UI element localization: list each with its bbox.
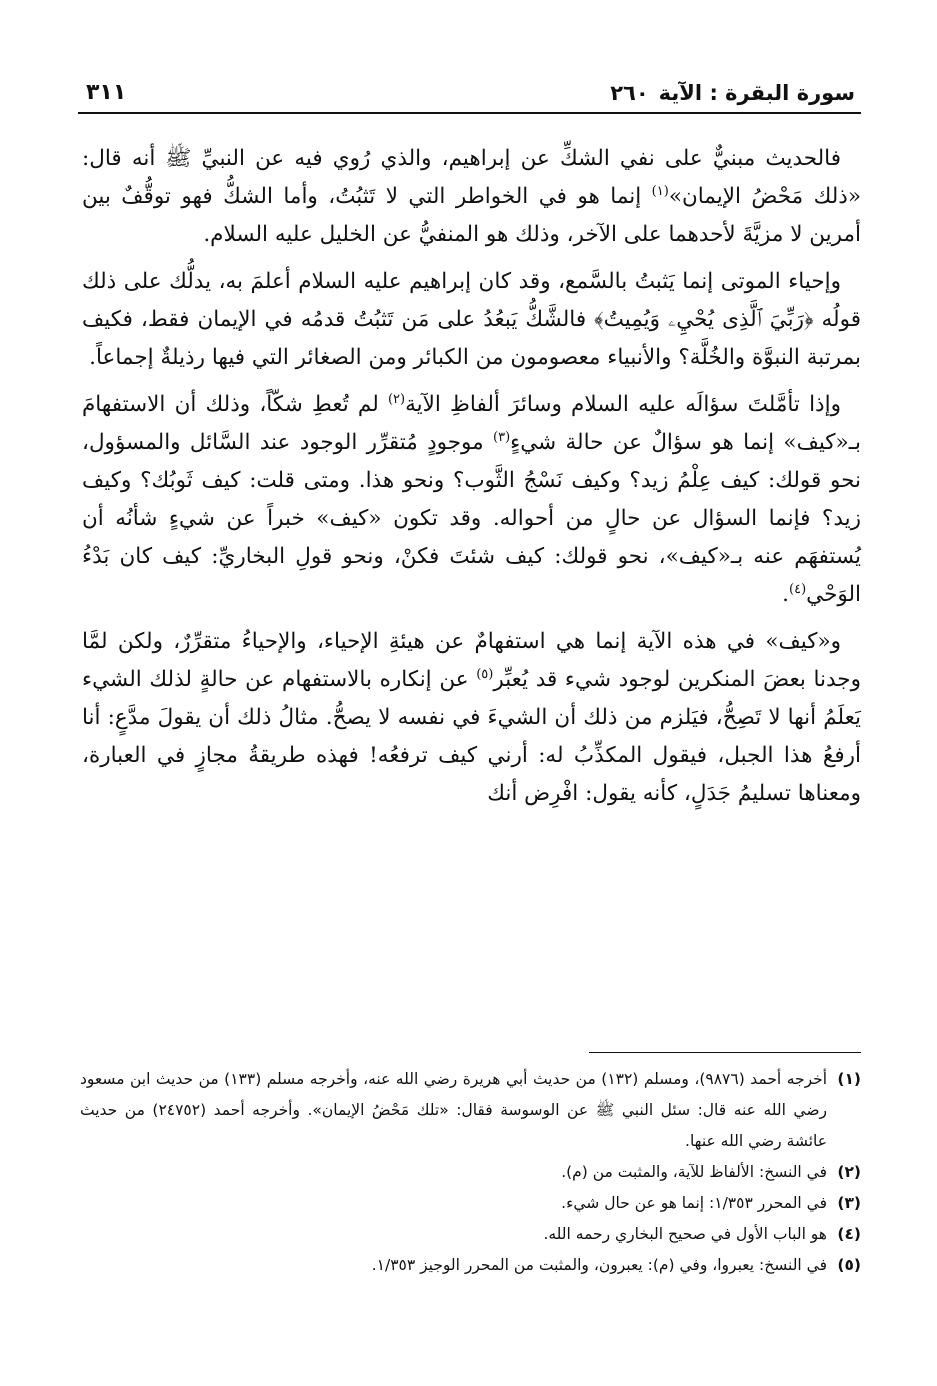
footnotes: [80, 1064, 861, 1281]
footnote-2: [80, 1157, 861, 1188]
paragraph-4: [82, 623, 861, 813]
footnote-ref-4: (٤): [789, 581, 807, 597]
surah-ayah-label: سورة البقرة : الآية: [658, 81, 855, 105]
header-divider: [78, 112, 861, 114]
paragraph-text: وإحياء الموتى إنما يَثبتُ بالسَّمع، وقد كان إبراهيم عليه السلام أعلمَ به، يدلُّك على ذلك قولُه ﴿رَبِّيَ ٱلَّذِى يُحْيِۦ وَيُمِيتُ﴾ فالشَّكُّ يَبعُدُ على مَن تَثبُتُ قدمُه في الإيمان فقط، فكيف بمرتبة النبوَّة والخُلَّة؟ والأنبياء معصومون من الكبائر ومن الصغائر التي فيها رذيلةٌ إجماعاً.: [82, 269, 861, 370]
paragraph-2: [82, 263, 861, 377]
paragraph-3: [82, 386, 861, 614]
footnote-number: (٥): [837, 1256, 861, 1274]
footnote-number: (٣): [837, 1194, 861, 1212]
main-text: [82, 140, 861, 822]
footnote-number: (١): [837, 1070, 861, 1088]
paragraph-1: [82, 140, 861, 254]
footnote-1: [80, 1064, 861, 1157]
paragraph-text: لم تُعطِ شكّاً، وذلك أن الاستفهامَ بـ«كيف» إنما هو سؤالٌ عن حالة شيءٍ: [82, 392, 861, 455]
footnote-number: (٢): [837, 1163, 861, 1181]
paragraph-text: و«كيف» في هذه الآية إنما هي استفهامٌ عن هيئةِ الإحياء، والإحياءُ متقرِّرٌ، ولكن لمَّا وجدنا بعضَ المنكرين لوجود شيء قد يُعبِّر: [82, 629, 861, 692]
paragraph-text: عن إنكاره بالاستفهام عن حالةٍ لذلك الشيء يَعلَمُ أنها لا تَصِحُّ، فيَلزم من ذلك أن الشيءَ في نفسه لا يصحُّ. مثالُ ذلك أن يقولَ مدَّعٍ: أنا أرفعُ هذا الجبل، فيقول المكذِّبُ له: أرني كيف ترفعُه! فهذه طريقةُ مجازٍ في العبارة، ومعناها تسليمُ جَدَلٍ، كأنه يقول: افْرِض أنك: [82, 667, 861, 806]
footnote-ref-1: (١): [651, 183, 669, 199]
footnote-ref-2: (٢): [387, 391, 406, 407]
footnote-text: في النسخ: الألفاظ للآية، والمثبت من (م).: [561, 1163, 827, 1181]
footnote-text: أخرجه أحمد (٩٨٧٦)، ومسلم (١٣٢) من حديث أبي هريرة رضي الله عنه، وأخرجه مسلم (١٣٣) من حديث ابن مسعود رضي الله عنه قال: سئل النبي ﷺ عن الوسوسة فقال: «تلك مَحْضُ الإيمان». وأخرجه أحمد (٢٤٧٥٢) من حديث عائشة رضي الله عنها.: [80, 1070, 828, 1150]
running-title: [610, 83, 855, 104]
page-header: [86, 64, 855, 104]
paragraph-text: فالحديث مبنيٌّ على نفي الشكِّ عن إبراهيم، والذي رُوي فيه عن النبيِّ ﷺ أنه قال: «ذلك مَحْضُ الإيمان»: [82, 146, 861, 209]
paragraph-text: إنما هو في الخواطر التي لا تَثبُتُ، وأما الشكُّ فهو توقُّفٌ بين أمرين لا مزيَّةَ لأحدهما على الآخر، وذلك هو المنفيُّ عن الخليل عليه السلام.: [82, 184, 861, 247]
footnote-number: (٤): [837, 1225, 861, 1243]
ayah-number: ٢٦٠: [610, 81, 649, 105]
footnote-text: هو الباب الأول في صحيح البخاري رحمه الله.: [543, 1225, 827, 1243]
footnote-text: في المحرر ١/٣٥٣: إنما هو عن حال شيء.: [561, 1194, 827, 1212]
footnote-text: في النسخ: يعبروا، وفي (م): يعبرون، والمثبت من المحرر الوجيز ١/٣٥٣.: [371, 1256, 827, 1274]
paragraph-text: .: [782, 582, 790, 607]
footnote-ref-5: (٥): [476, 666, 494, 682]
footnote-5: [80, 1250, 861, 1281]
paragraph-text: موجودٍ مُتقرِّر الوجود عند السَّائل والمسؤول، نحو قولك: كيف عِلْمُ زيد؟ وكيف نَسْجُ الثَّوب؟ ونحو هذا. ومتى قلت: كيف ثَوبُك؟ وكيف زيد؟ فإنما السؤال عن حالٍ من أحواله. وقد تكون «كيف» خبراً عن شيءٍ شأنُه أن يُستفهَم عنه بـ«كيف»، نحو قولك: كيف شئتَ فكنْ، ونحو قولِ البخاريِّ: كيف كان بَدْءُ الوَحْي: [82, 430, 861, 607]
footnote-ref-3: (٣): [493, 429, 511, 445]
footnote-3: [80, 1188, 861, 1219]
footnote-divider: [589, 1052, 861, 1053]
paragraph-text: وإذا تأمَّلتَ سؤالَه عليه السلام وسائرَ ألفاظِ الآية: [405, 392, 841, 417]
page-number: ٣١١: [86, 80, 127, 105]
footnote-4: [80, 1219, 861, 1250]
